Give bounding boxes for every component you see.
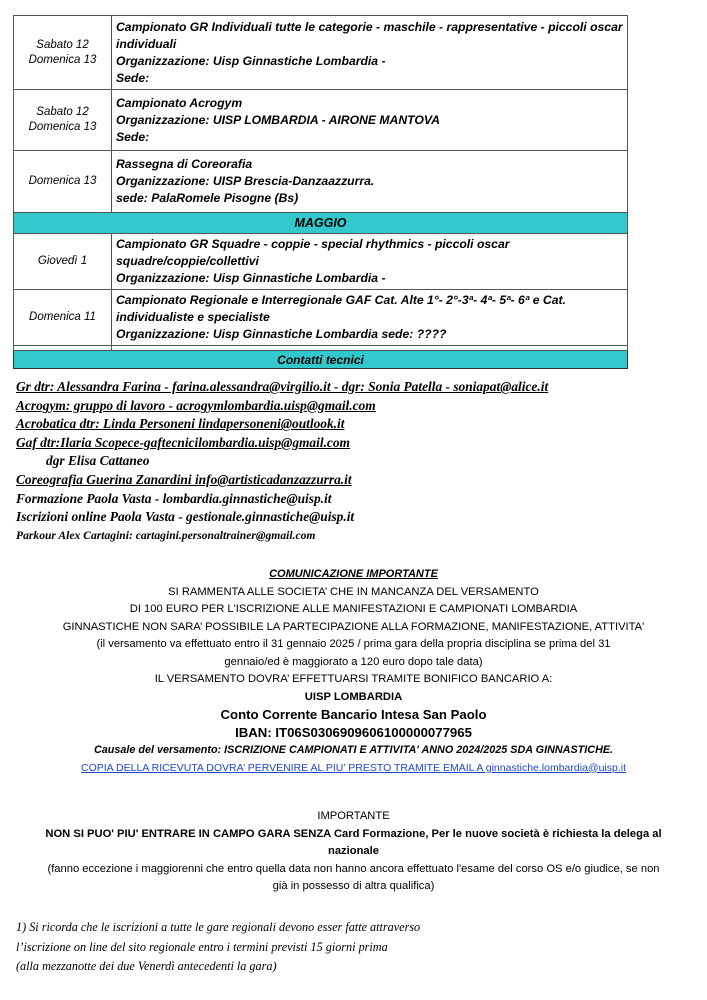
events-calendar-table (13, 15, 628, 369)
date-line: Domenica 13 (28, 53, 97, 66)
contact-acrobatica: Acrobatica dtr: Linda Personeni lindapersoneni@outlook.it (16, 416, 345, 432)
event-date (14, 290, 112, 346)
event-venue: sede: PalaRomele Pisogne (Bs) (116, 191, 299, 205)
event-organizer: Organizzazione: Uisp Ginnastiche Lombardia - (116, 271, 386, 285)
technical-contacts-list (16, 378, 696, 545)
event-organizer: Organizzazione: UISP LOMBARDIA - AIRONE MANTOVA (116, 112, 440, 127)
contact-gr: Gr dtr: Alessandra Farina - farina.alessandra@virgilio.it - dgr: Sonia Patella - soniapat@alice.it (16, 379, 549, 394)
contact-gaf-dgr: dgr Elisa Cattaneo (46, 453, 150, 469)
contact-formazione: Formazione Paola Vasta - lombardia.ginnastiche@uisp.it (16, 490, 332, 506)
date-line: Domenica 13 (28, 175, 97, 187)
notice-line: SI RAMMENTA ALLE SOCIETA’ CHE IN MANCANZA DEL VERSAMENTO (168, 585, 539, 598)
event-date (14, 90, 112, 151)
event-date (14, 234, 112, 290)
event-details (112, 16, 628, 90)
contact-parkour: Parkour Alex Cartagini: cartagini.personaltrainer@gmail.com (16, 528, 316, 542)
date-line: Domenica 11 (29, 311, 96, 323)
table-row (14, 234, 628, 290)
event-details (112, 151, 628, 213)
note-line: (alla mezzanotte dei due Venerdì antecedenti la gara) (16, 959, 277, 973)
registration-note (16, 918, 656, 977)
event-organizer: Organizzazione: Uisp Ginnastiche Lombardia - (116, 53, 386, 68)
event-venue: Sede: (116, 70, 150, 85)
event-details (112, 234, 628, 290)
contact-gaf: Gaf dtr:Ilaria Scopece-gaftecnicilombardia.uisp@gmail.com (16, 434, 350, 450)
important-notice (0, 808, 707, 896)
event-date (14, 151, 112, 213)
notice-line: (il versamento va effettuato entro il 31 gennaio 2025 / prima gara della propria disciplina se prima del 31 (96, 638, 611, 650)
month-label: MAGGIO (14, 213, 628, 234)
date-line: Sabato 12 (36, 38, 89, 51)
important-line-1: NON SI PUO' PIU' ENTRARE IN CAMPO GARA SENZA Card Formazione, Per le nuove società è richiesta la delega al nazionale (45, 827, 662, 857)
event-title: Campionato GR Individuali tutte le categorie - maschile - rappresentative - piccoli oscar individuali (116, 19, 623, 51)
bank-account: Conto Corrente Bancario Intesa San Paolo (220, 707, 487, 722)
payee-name: UISP LOMBARDIA (304, 690, 403, 703)
event-title: Campionato Acrogym (116, 95, 243, 110)
payment-notice (0, 566, 707, 777)
event-details (112, 290, 628, 346)
event-organizer: Organizzazione: UISP Brescia-Danzaazzurra. (116, 174, 375, 188)
notice-line: gennaio/ed è maggiorato a 120 euro dopo tale data) (224, 655, 483, 668)
event-date (14, 16, 112, 90)
date-line: Domenica 13 (28, 121, 97, 133)
receipt-email-link[interactable]: COPIA DELLA RICEVUTA DOVRA’ PERVENIRE AL PIU’ PRESTO TRAMITE EMAIL A ginnastiche.lombardia@uisp.it (81, 761, 626, 774)
important-line-2: (fanno eccezione i maggiorenni che entro quella data non hanno ancora effettuato l'esame del corso OS e/o giudice, se non già in possesso di altra qualifica) (47, 862, 660, 892)
table-row (14, 90, 628, 151)
contact-acrogym: Acrogym: gruppo di lavoro - acrogymlombardia.uisp@gmail.com (16, 397, 376, 413)
event-venue: Sede: (116, 129, 150, 144)
contacts-header-row (14, 351, 628, 369)
date-line: Sabato 12 (36, 106, 89, 118)
month-header-row (14, 213, 628, 234)
notice-line: DI 100 EURO PER L'ISCRIZIONE ALLE MANIFESTAZIONI E CAMPIONATI LOMBARDIA (129, 603, 578, 615)
table-row (14, 16, 628, 90)
notice-line: GINNASTICHE NON SARA’ POSSIBILE LA PARTECIPAZIONE ALLA FORMAZIONE, MANIFESTAZIONE, ATTIVITA' (62, 620, 645, 633)
event-title: Campionato Regionale e Interregionale GAF Cat. Alte 1°- 2°-3ª- 4ª- 5ª- 6ª e Cat. individualiste e specialiste (116, 293, 566, 324)
contacts-header: Contatti tecnici (14, 351, 628, 369)
iban: IBAN: IT06S0306909606100000077965 (235, 725, 472, 740)
payment-reason: Causale del versamento: ISCRIZIONE CAMPIONATI E ATTIVITA' ANNO 2024/2025 SDA GINNASTICHE. (93, 744, 614, 756)
note-line: l’iscrizione on line del sito regionale entro i termini previsti 15 giorni prima (16, 939, 388, 954)
notice-title: COMUNICAZIONE IMPORTANTE (269, 568, 438, 580)
contact-iscrizioni: Iscrizioni online Paola Vasta - gestionale.ginnastiche@uisp.it (16, 509, 355, 525)
contact-coreografia: Coreografia Guerina Zanardini info@artisticadanzazzurra.it (16, 471, 352, 487)
date-line: Giovedì 1 (37, 255, 88, 267)
important-title: IMPORTANTE (317, 810, 390, 822)
event-title: Campionato GR Squadre - coppie - special rhythmics - piccoli oscar squadre/coppie/collettivi (116, 237, 510, 268)
event-title: Rassegna di Coreorafia (116, 157, 253, 171)
event-details (112, 90, 628, 151)
event-organizer: Organizzazione: Uisp Ginnastiche Lombardia sede: ???? (116, 327, 447, 341)
note-line: 1) Si ricorda che le iscrizioni a tutte le gare regionali devono esser fatte attraverso (16, 920, 421, 934)
notice-line: IL VERSAMENTO DOVRA’ EFFETTUARSI TRAMITE BONIFICO BANCARIO A: (154, 673, 553, 685)
table-row (14, 290, 628, 346)
table-row (14, 151, 628, 213)
